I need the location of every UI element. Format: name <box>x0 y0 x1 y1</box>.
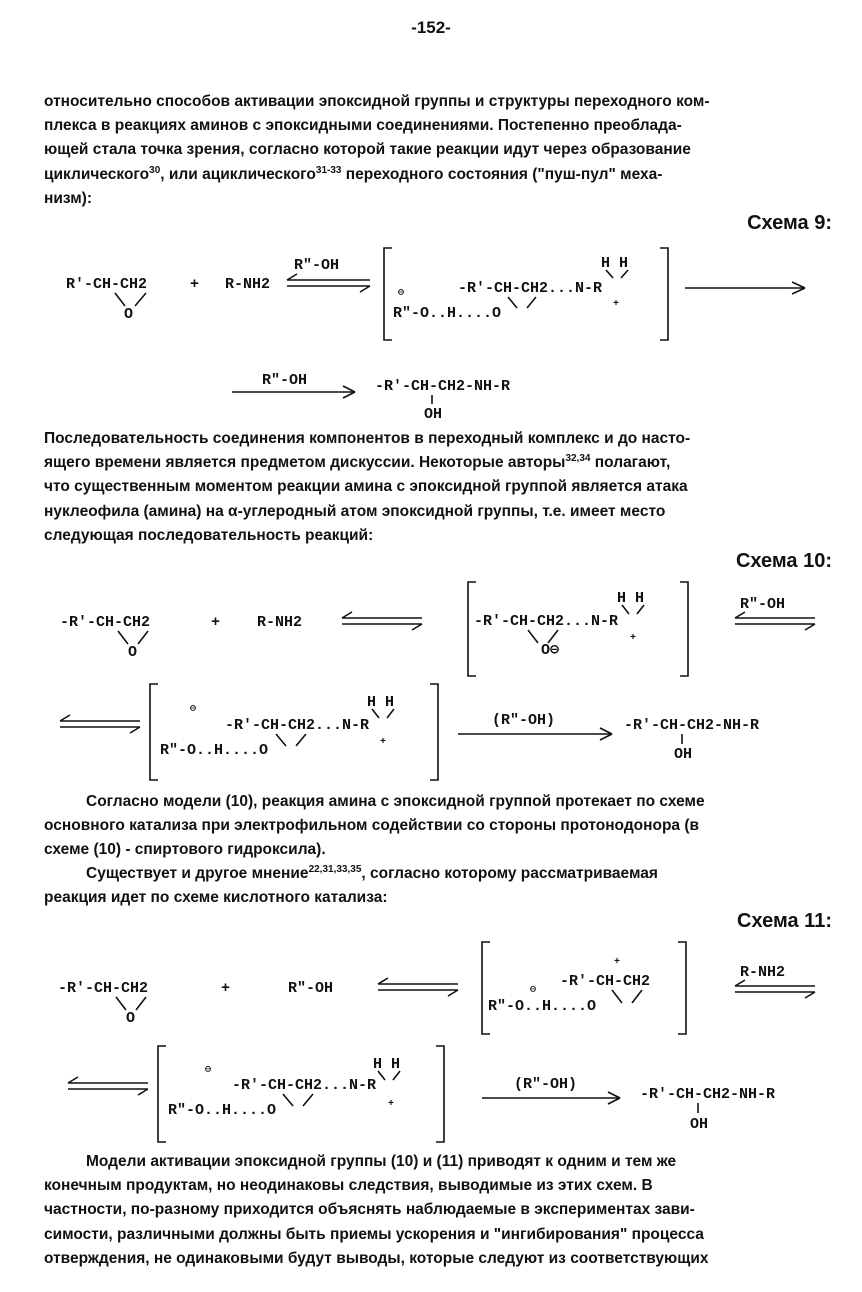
amine: R-NH2 <box>740 964 786 981</box>
ts1-hh: H H <box>617 590 645 607</box>
product: -R'-CH-CH2-NH-R <box>640 1086 776 1103</box>
page-number: -152- <box>411 18 451 37</box>
ts1-chain: -R'-CH-CH2 <box>560 973 651 990</box>
text-line: Согласно модели (10), реакция амина с эпоксидной группой протекает по схеме <box>86 793 705 810</box>
ts2-ring <box>276 734 306 746</box>
forward-arrow <box>685 282 805 294</box>
reference: 31-33 <box>315 164 342 176</box>
product-arrow <box>458 728 612 740</box>
product-oh: OH <box>424 406 443 423</box>
text-line: конечным продуктам, но неодинаковы следствия, выводимые из этих схем. В <box>44 1177 653 1195</box>
amine: R-NH2 <box>225 276 271 293</box>
text-line: низм): <box>44 189 92 207</box>
text-line: Существует и другое мнение$^{22,31,33,35}$, согласно которому рассматриваемая <box>86 863 658 882</box>
bracket-left <box>158 1046 166 1142</box>
positive-charge: + <box>613 299 620 310</box>
text-line: нуклеофила (амина) на α-углеродный атом эпоксидной группы, т.е. имеет место <box>44 502 666 520</box>
ts1-oxygen: O⊖ <box>541 642 560 659</box>
negative-charge: ⊖ <box>530 985 537 996</box>
bracket-left <box>150 684 158 780</box>
product-arrow <box>482 1092 620 1104</box>
plus: + <box>221 980 231 997</box>
ts2-chain: -R'-CH-CH2...N-R <box>232 1077 377 1094</box>
plus: + <box>190 276 200 293</box>
paragraph-other-opinion <box>44 862 832 910</box>
product-catalyst: R"-OH <box>262 372 308 389</box>
ts2-hh: H H <box>367 694 395 711</box>
product-oh: OH <box>674 746 693 763</box>
text-line: ящего времени является предметом дискуссии. Некоторые авторы$^{32,34}$ полагают, <box>44 453 671 472</box>
epoxide-ring <box>115 293 146 306</box>
ts2-hh: H H <box>373 1056 401 1073</box>
paragraph-conclusion <box>44 1150 832 1271</box>
epoxide-oxygen: O <box>128 644 138 661</box>
equilibrium-arrow <box>342 612 422 630</box>
bracket-right <box>660 248 668 340</box>
text-line: следующая последовательность реакций: <box>44 526 374 544</box>
epoxide: R'-CH-CH2 <box>66 276 148 293</box>
bracket-right <box>680 582 688 676</box>
text-line: ющей стала точка зрения, согласно которой такие реакции идут через образование <box>44 141 691 159</box>
ts-hh: H H <box>601 255 629 272</box>
positive-charge: + <box>630 633 637 644</box>
negative-charge: ⊖ <box>190 704 197 715</box>
text-line: частности, по-разному приходится объяснять наблюдаемые в экспериментах зави- <box>44 1201 695 1219</box>
text-line: симости, различными должны быть приемы ускорения и "ингибирования" процесса <box>44 1225 704 1243</box>
text-line: циклического$^{30}$, или ациклического$^{31-33}$ переходного состояния ("пуш-пул" меха- <box>44 164 663 183</box>
equilibrium-arrow-2 <box>735 612 815 630</box>
product-oh: OH <box>690 1116 709 1133</box>
ts2-bottom: R"-O..H....O <box>168 1102 277 1119</box>
paragraph-model-10 <box>44 790 832 863</box>
text-line: основного катализа при электрофильном содействии со стороны протонодонора (в <box>44 817 700 835</box>
equilibrium-arrow-3 <box>68 1077 148 1095</box>
text-line: Последовательность соединения компонентов в переходный комплекс и до насто- <box>44 430 691 447</box>
catalyst: R"-OH <box>740 596 786 613</box>
epoxide-oxygen: O <box>126 1010 136 1027</box>
ts-bottom: R"-O..H....O <box>393 305 502 322</box>
bracket-left <box>384 248 392 340</box>
equilibrium-arrow <box>378 978 458 996</box>
product: -R'-CH-CH2-NH-R <box>375 378 511 395</box>
epoxide-oxygen: O <box>124 306 134 323</box>
product-catalyst: (R"-OH) <box>514 1076 578 1093</box>
text-line: схеме (10) - спиртового гидроксила). <box>44 841 326 859</box>
text-line: относительно способов активации эпоксидной группы и структуры переходного ком- <box>44 93 710 110</box>
scheme-9 <box>0 240 862 423</box>
ts1-bottom: R"-O..H....O <box>488 998 597 1015</box>
epoxide-ring <box>116 997 146 1010</box>
paragraph-intro <box>44 90 832 211</box>
product-catalyst: (R"-OH) <box>492 712 556 729</box>
positive-charge: + <box>380 737 387 748</box>
bracket-right <box>430 684 438 780</box>
positive-charge: + <box>388 1099 395 1110</box>
ts-ring <box>508 297 536 308</box>
amine: R-NH2 <box>257 614 303 631</box>
text-line: что существенным моментом реакции амина с эпоксидной группой является атака <box>44 478 688 496</box>
catalyst: R"-OH <box>294 257 340 274</box>
negative-charge: ⊖ <box>398 288 405 299</box>
ts-chain: -R'-CH-CH2...N-R <box>458 280 603 297</box>
ts2-ring <box>283 1094 313 1106</box>
equilibrium-arrow <box>287 274 370 292</box>
text-line: плекса в реакциях аминов с эпоксидными соединениями. Постепенно преоблада- <box>44 117 682 135</box>
ts2-chain: -R'-CH-CH2...N-R <box>225 717 370 734</box>
epoxide: -R'-CH-CH2 <box>58 980 149 997</box>
paragraph-sequence <box>44 427 832 548</box>
epoxide-ring <box>118 631 148 644</box>
scheme-11-title: Схема 11: <box>737 910 832 932</box>
bracket-right <box>436 1046 444 1142</box>
reference: 30 <box>149 164 161 176</box>
plus: + <box>211 614 221 631</box>
ts2-bottom: R"-O..H....O <box>160 742 269 759</box>
ts1-chain: -R'-CH-CH2...N-R <box>474 613 619 630</box>
reference: 22,31,33,35 <box>308 863 362 875</box>
equilibrium-arrow-2 <box>735 980 815 998</box>
negative-charge: ⊖ <box>205 1065 212 1076</box>
bracket-right <box>678 942 686 1034</box>
alcohol: R"-OH <box>288 980 334 997</box>
text-line: отверждения, не одинаковыми будут выводы, которые следуют из соответствующих <box>44 1249 709 1267</box>
scheme-11 <box>0 938 862 1148</box>
text-line: реакция идет по схеме кислотного катализа: <box>44 889 388 907</box>
ts1-ring <box>612 990 642 1003</box>
scheme-9-title: Схема 9: <box>747 212 832 234</box>
equilibrium-arrow-3 <box>60 715 140 733</box>
reference: 32,34 <box>565 453 591 465</box>
product: -R'-CH-CH2-NH-R <box>624 717 760 734</box>
bracket-left <box>482 942 490 1034</box>
scheme-10-title: Схема 10: <box>735 550 832 572</box>
positive-charge: + <box>614 957 621 968</box>
text-line: Модели активации эпоксидной группы (10) и (11) приводят к одним и тем же <box>86 1153 677 1170</box>
epoxide: -R'-CH-CH2 <box>60 614 151 631</box>
scheme-10 <box>0 578 862 788</box>
